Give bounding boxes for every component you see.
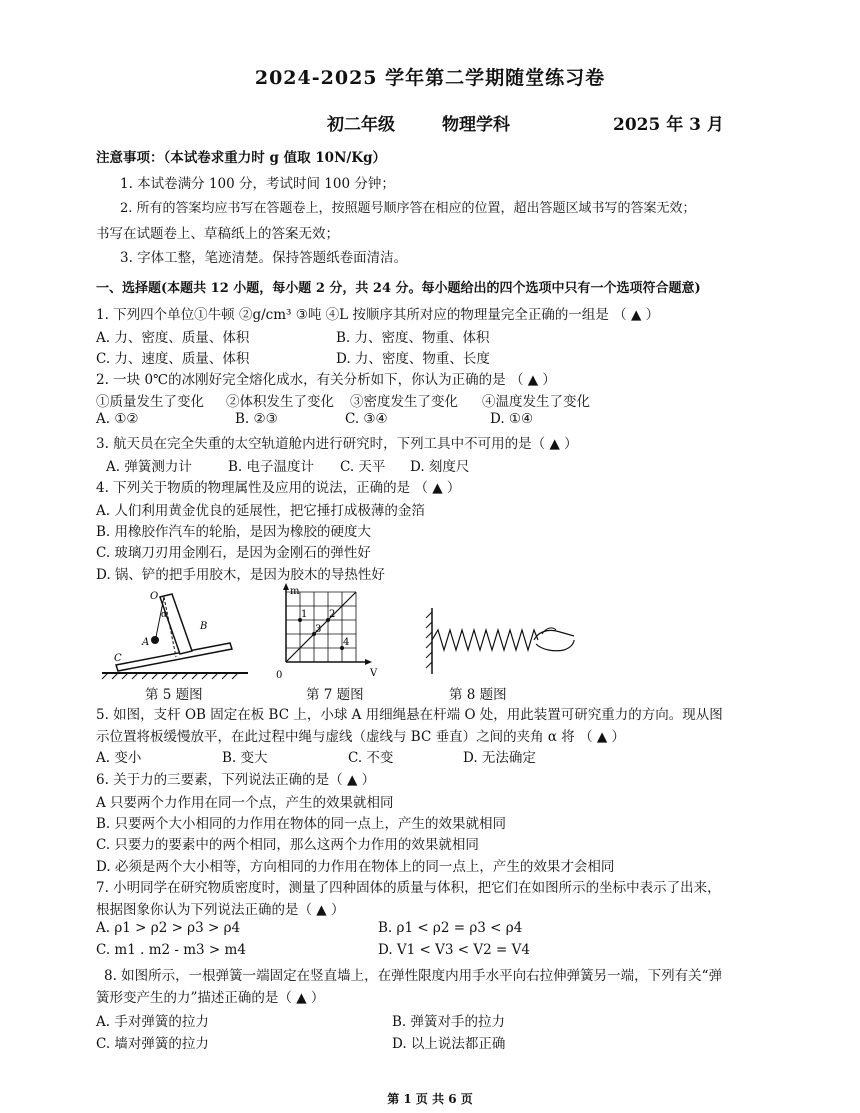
figure-5-label-a: A	[142, 637, 150, 648]
page-footer: 第 1 页 共 6 页	[387, 1092, 473, 1106]
q5-option-b: B. 变大	[222, 750, 268, 766]
q7-stem-cont: 根据图象你认为下列说法正确的是（ ▲ ）	[96, 902, 345, 918]
q1-option-a: A. 力、密度、质量、体积	[96, 330, 250, 346]
figure-7-point-1: 1	[301, 609, 308, 620]
q2-option-a: A. ①②	[96, 411, 139, 427]
q4-option-a: A. 人们利用黄金优良的延展性，把它捶打成极薄的金箔	[96, 503, 425, 519]
q7-stem: 7. 小明同学在研究物质密度时，测量了四种固体的质量与体积，把它们在如图所示的坐标中表示了出来，	[96, 880, 721, 896]
figure-7-label-origin: 0	[276, 670, 283, 681]
q6-option-a: A 只要两个力作用在同一个点，产生的效果就相同	[96, 795, 394, 811]
q2-option-b: B. ②③	[235, 411, 278, 427]
q2-statement-2: ②体积发生了变化	[226, 394, 334, 410]
q8-option-d: D. 以上说法都正确	[392, 1036, 506, 1052]
note-2-cont: 书写在试题卷上、草稿纸上的答案无效；	[96, 226, 339, 242]
q5-stem-cont: 示位置将板缓慢放平，在此过程中绳与虚线（虚线与 BC 垂直）之间的夹角 α 将 （ ▲ ）	[96, 729, 626, 745]
q3-option-c: C. 天平	[340, 459, 386, 475]
q4-option-d: D. 锅、铲的把手用胶木，是因为胶木的导热性好	[96, 567, 385, 583]
figure-5-label-alpha: α	[161, 610, 168, 620]
figure-7-point-3: 3	[315, 624, 322, 635]
q7-option-c: C. m1 . m2 - m3 > m4	[96, 942, 246, 958]
figure-7-label-m: m	[290, 586, 300, 597]
q1-stem: 1. 下列四个单位①牛顿 ②g/cm³ ③吨 ④L 按顺序其所对应的物理量完全正确的一组是 （ ▲ ）	[96, 307, 660, 323]
figure-8-diagram	[424, 604, 576, 676]
figure-5-caption: 第 5 题图	[145, 687, 203, 703]
q6-option-d: D. 必须是两个大小相等，方向相同的力作用在物体上的同一点上，产生的效果才会相同	[96, 859, 615, 875]
grade-label: 初二年级	[327, 115, 395, 135]
figure-5-label-b: B	[200, 621, 208, 632]
q5-stem: 5. 如图，支杆 OB 固定在板 BC 上，小球 A 用细绳悬在杆端 O 处，用此装置可研究重力的方向。现从图	[96, 707, 723, 723]
q4-option-b: B. 用橡胶作汽车的轮胎，是因为橡胶的硬度大	[96, 524, 372, 540]
q3-option-b: B. 电子温度计	[228, 459, 315, 475]
page-title: 2024-2025 学年第二学期随堂练习卷	[254, 67, 606, 89]
q6-stem: 6. 关于力的三要素，下列说法正确的是（ ▲ ）	[96, 772, 376, 788]
note-2: 2. 所有的答案均应书写在答题卷上，按照题号顺序答在相应的位置，超出答题区域书写的答案无效；	[120, 201, 696, 216]
q2-stem: 2. 一块 0℃的冰刚好完全熔化成水，有关分析如下，你认为正确的是 （ ▲ ）	[96, 372, 556, 388]
note-1: 1. 本试卷满分 100 分，考试时间 100 分钟；	[120, 176, 395, 192]
q5-option-c: C. 不变	[348, 750, 394, 766]
q3-option-d: D. 刻度尺	[410, 459, 470, 475]
figure-7-point-2: 2	[329, 609, 336, 620]
q7-option-d: D. V1 < V3 < V2 = V4	[378, 942, 530, 958]
q2-option-c: C. ③④	[345, 411, 388, 427]
figure-5-label-o: O	[150, 591, 159, 602]
q5-option-d: D. 无法确定	[463, 750, 536, 766]
q3-option-a: A. 弹簧测力计	[106, 459, 192, 475]
q6-option-b: B. 只要两个大小相同的力作用在物体的同一点上，产生的效果就相同	[96, 816, 507, 832]
q7-option-b: B. ρ1 < ρ2 = ρ3 < ρ4	[378, 920, 523, 936]
q4-option-c: C. 玻璃刀刃用金刚石，是因为金刚石的弹性好	[96, 545, 371, 561]
q4-stem: 4. 下列关于物质的物理属性及应用的说法，正确的是 （ ▲ ）	[96, 480, 461, 496]
figure-7-graph	[272, 582, 384, 682]
figure-8-caption: 第 8 题图	[449, 687, 507, 703]
q1-option-c: C. 力、速度、质量、体积	[96, 351, 250, 367]
q6-option-c: C. 只要力的要素中的两个相同，那么这两个力作用的效果就相同	[96, 837, 479, 853]
q2-statement-4: ④温度发生了变化	[482, 394, 590, 410]
q1-option-b: B. 力、密度、物重、体积	[336, 330, 490, 346]
q2-statement-1: ①质量发生了变化	[96, 394, 204, 410]
figure-7-point-4: 4	[343, 637, 350, 648]
notes-heading: 注意事项：（本试卷求重力时 g 值取 10N/Kg）	[96, 150, 387, 166]
date-label: 2025 年 3 月	[613, 115, 724, 135]
figure-7-caption: 第 7 题图	[306, 687, 364, 703]
q8-stem: 8. 如图所示，一根弹簧一端固定在竖直墙上，在弹性限度内用手水平向右拉伸弹簧另一端，下列有关“弹	[104, 968, 723, 984]
subject-label: 物理学科	[442, 115, 510, 135]
q2-statement-3: ③密度发生了变化	[350, 394, 458, 410]
note-3: 3. 字体工整，笔迹清楚。保持答题纸卷面清洁。	[120, 250, 408, 266]
figure-5-label-c: C	[114, 653, 122, 664]
q1-option-d: D. 力、密度、物重、长度	[336, 351, 490, 367]
q7-option-a: A. ρ1 > ρ2 > ρ3 > ρ4	[96, 920, 241, 936]
q8-option-a: A. 手对弹簧的拉力	[96, 1014, 209, 1030]
q8-option-c: C. 墙对弹簧的拉力	[96, 1036, 209, 1052]
section-heading: 一、选择题(本题共 12 小题，每小题 2 分，共 24 分。每小题给出的四个选项中只有一个选项符合题意)	[96, 281, 701, 296]
figure-7-label-v: V	[370, 668, 378, 679]
q8-stem-cont: 簧形变产生的力”描述正确的是（ ▲ ）	[96, 990, 325, 1006]
q2-option-d: D. ①④	[490, 411, 534, 427]
q8-option-b: B. 弹簧对手的拉力	[392, 1014, 506, 1030]
q5-option-a: A. 变小	[96, 750, 142, 766]
q3-stem: 3. 航天员在完全失重的太空轨道舱内进行研究时，下列工具中不可用的是（ ▲ ）	[96, 436, 578, 452]
figure-5-diagram	[100, 585, 250, 680]
